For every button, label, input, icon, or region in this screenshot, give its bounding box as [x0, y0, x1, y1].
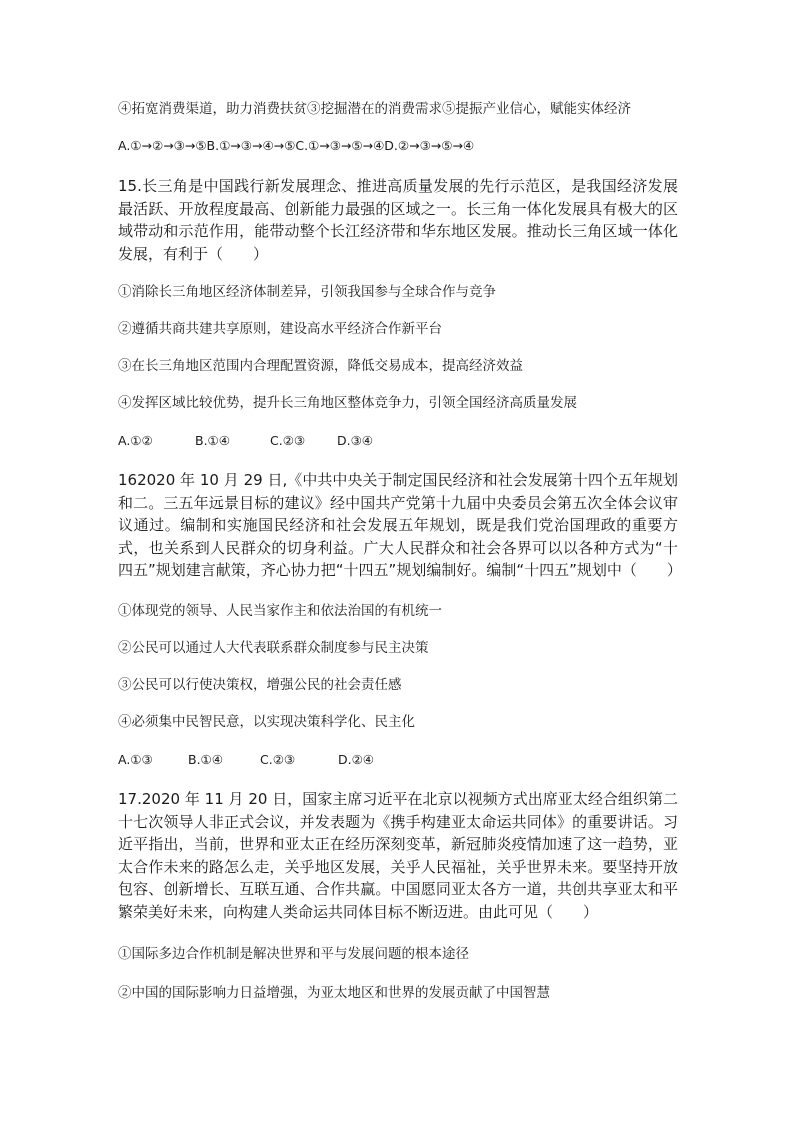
q16-item-4: ④必须集中民智民意，以实现决策科学化、民主化 — [118, 714, 415, 730]
q16-stem: 162020 年 10 月 29 日,《中共中央关于制定国民经济和社会发展第十四个五年规划和二。三五年远景目标的建议》经中国共产党第十九届中央委员会第五次全体会议审议通过。编制和实施国民经济和社会发展五年规划，既是我们党治国理政的重要方式，也关系到人民群众的切身利益。广大人民群众和社会各界可以以各种方式为“十四五”规划建言献策，齐心协力把“十四五”规划编制好。编制“十四五”规划中（ ） — [118, 471, 682, 579]
q17-item-2: ②中国的国际影响力日益增强，为亚太地区和世界的发展贡献了中国智慧 — [118, 985, 550, 1001]
q16-item-1: ①体现党的领导、人民当家作主和依法治国的有机统一 — [118, 603, 442, 619]
q15-options — [118, 432, 373, 450]
q16-option-b: B.①④ — [188, 752, 223, 767]
q15-item-1: ①消除长三角地区经济体制差异，引领我国参与全球合作与竞争 — [118, 284, 496, 300]
q16-item-3: ③公民可以行使决策权，增强公民的社会责任感 — [118, 677, 402, 693]
q15-option-a: A.①② — [118, 433, 153, 448]
q14-item-line: ④拓宽消费渠道，助力消费扶贫③挖掘潜在的消费需求⑤提振产业信心，赋能实体经济 — [118, 101, 631, 117]
q17-item-1: ①国际多边合作机制是解决世界和平与发展问题的根本途径 — [118, 946, 469, 962]
q15-option-d: D.③④ — [337, 433, 374, 448]
q15-option-b: B.①④ — [195, 433, 230, 448]
q15-item-4: ④发挥区域比较优势，提升长三角地区整体竞争力，引领全国经济高质量发展 — [118, 395, 577, 411]
q16-item-2: ②公民可以通过人大代表联系群众制度参与民主决策 — [118, 640, 429, 656]
q15-option-c: C.②③ — [270, 433, 306, 448]
q16-option-c: C.②③ — [260, 752, 296, 767]
q15-stem: 15.长三角是中国践行新发展理念、推进高质量发展的先行示范区，是我国经济发展最活跃、开放程度最高、创新能力最强的区域之一。长三角一体化发展具有极大的区域带动和示范作用，能带动整个长江经济带和华东地区发展。推动长三角区域一体化发展，有利于（ ） — [118, 177, 678, 263]
q14-options: A.①→②→③→⑤B.①→③→④→⑤C.①→③→⑤→④D.②→③→⑤→④ — [118, 138, 475, 153]
q15-item-2: ②遵循共商共建共享原则，建设高水平经济合作新平台 — [118, 321, 442, 337]
q16-option-a: A.①③ — [118, 752, 153, 767]
q16-option-d: D.②④ — [338, 752, 375, 767]
q17-stem: 17.2020 年 11 月 20 日，国家主席习近平在北京以视频方式出席亚太经合组织第二十七次领导人非正式会议，并发表题为《携手构建亚太命运共同体》的重要讲话。习近平指出，当前，世界和亚太正在经历深刻变革，新冠肺炎疫情加速了这一趋势，亚太合作未来的路怎么走，关乎地区发展，关乎人民福祉，关乎世界未来。要坚持开放包容、创新增长、互联互通、合作共赢。中国愿同亚太各方一道，共创共享亚太和平繁荣美好未来，向构建人类命运共同体目标不断迈进。由此可见（ ） — [118, 790, 678, 921]
q15-item-3: ③在长三角地区范围内合理配置资源，降低交易成本，提高经济效益 — [118, 358, 523, 374]
q16-options — [118, 751, 374, 769]
